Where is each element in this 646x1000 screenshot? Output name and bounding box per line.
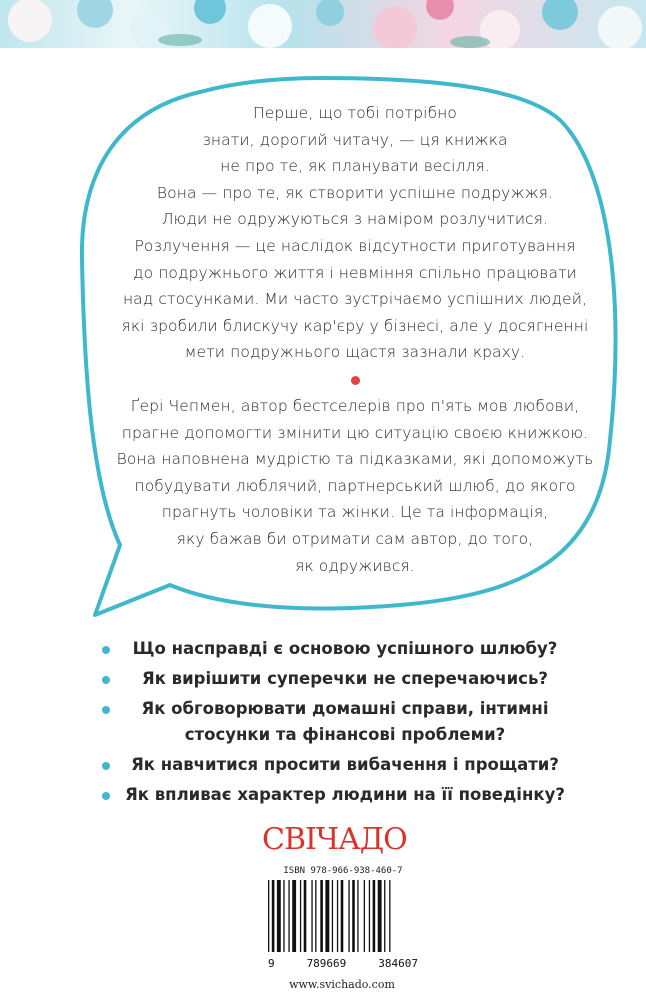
text-line: яку бажав би отримати сам автор, до того, <box>176 529 534 548</box>
text-line: як одружився. <box>295 556 415 575</box>
question-text: Що насправді є основою успішного шлюбу? <box>132 639 558 658</box>
question-item <box>100 782 570 808</box>
text-line: побудувати люблячий, партнерський шлюб, до якого <box>134 476 576 495</box>
text-line: прагнуть чоловіки та жінки. Це та інформація, <box>161 503 549 522</box>
question-text: Як навчитися просити вибачення і прощати? <box>131 755 559 774</box>
publisher-logo: СВІЧАДО <box>262 822 407 857</box>
text-line: прагне допомогти змінити цю ситуацію своєю книжкою. <box>121 423 589 442</box>
text-line: до подружнього життя і невміння спільно працювати <box>132 263 577 282</box>
isbn-label: ISBN 978-966-938-460-7 <box>283 866 403 876</box>
text-line: Розлучення — це наслідок відсутности приготування <box>134 236 576 255</box>
barcode-digits <box>268 957 418 970</box>
text-line: Ґері Чепмен, автор бестселерів про п'ять мов любови, <box>130 396 580 415</box>
text-line: які зробили блискучу кар'єру у бізнесі, але у досягненні <box>121 316 589 335</box>
question-text: Як обговорювати домашні справи, інтимні стосунки та фінансові проблеми? <box>141 699 549 744</box>
barcode-digit-group: 384607 <box>378 957 418 970</box>
question-text: Як вирішити суперечки не сперечаючись? <box>142 669 548 688</box>
barcode-digit-group: 789669 <box>306 957 347 970</box>
barcode-digit-group: 9 <box>268 957 275 970</box>
question-text: Як впливає характер людини на її поведінку? <box>125 785 565 804</box>
text-line: Вона — про те, як створити успішне подружжя. <box>156 183 554 202</box>
text-line: над стосунками. Ми часто зустрічаємо успішних людей, <box>122 290 588 309</box>
text-line: знати, дорогий читачу, — ця книжка <box>202 130 508 149</box>
text-line: не про те, як планувати весілля. <box>220 157 490 176</box>
author-paragraph <box>90 393 620 579</box>
question-item <box>100 666 570 692</box>
intro-paragraph <box>90 100 620 366</box>
bullet-icon <box>102 676 110 684</box>
bullet-icon <box>102 646 110 654</box>
question-item <box>100 696 570 748</box>
text-line: Перше, що тобі потрібно <box>253 104 457 122</box>
red-dot-separator <box>351 376 360 385</box>
question-item <box>100 752 570 778</box>
question-item <box>100 636 570 662</box>
bullet-icon <box>102 792 110 800</box>
bubble-text-block <box>90 100 620 579</box>
text-line: мети подружнього щастя зазнали краху. <box>184 343 526 362</box>
text-line: Вона наповнена мудрістю та підказками, які допоможуть <box>116 450 594 469</box>
question-list <box>100 636 570 812</box>
bullet-icon <box>102 706 110 714</box>
bullet-icon <box>102 762 110 770</box>
text-line: Люди не одружуються з наміром розлучитися. <box>161 210 549 229</box>
publisher-website: www.svichado.com <box>289 978 395 991</box>
